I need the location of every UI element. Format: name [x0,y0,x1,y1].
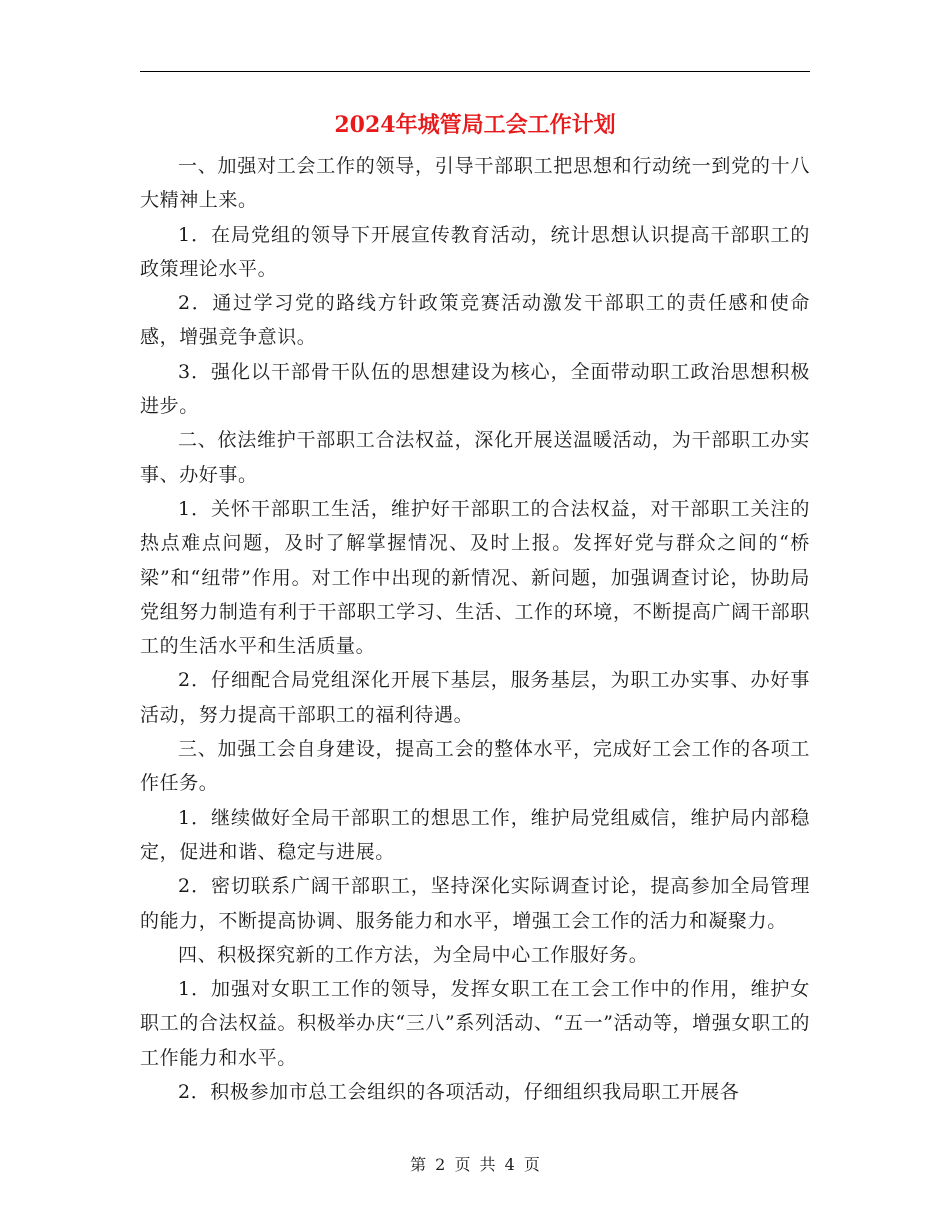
paragraph-7: 2．仔细配合局党组深化开展下基层，服务基层，为职工办实事、办好事活动，努力提高干部职工的福利待遇。 [140,669,810,726]
header-rule [140,71,810,72]
document-title: 2024年城管局工会工作计划 [334,112,616,138]
paragraph-13: 2．积极参加市总工会组织的各项活动，仔细组织我局职工开展各 [178,1081,740,1104]
paragraph-9: 1．继续做好全局干部职工的想思工作，维护局党组威信，维护局内部稳定，促进和谐、稳定与进展。 [140,806,810,863]
page-number-footer: 第 2 页 共 4 页 [410,1155,540,1174]
paragraph-10: 2．密切联系广阔干部职工，坚持深化实际调查讨论，提高参加全局管理的能力，不断提高协调、服务能力和水平，增强工会工作的活力和凝聚力。 [140,875,810,932]
paragraph-3: 2．通过学习党的路线方针政策竞赛活动激发干部职工的责任感和使命感，增强竞争意识。 [140,292,810,349]
paragraph-2: 1．在局党组的领导下开展宣传教育活动，统计思想认识提高干部职工的政策理论水平。 [140,223,810,280]
paragraph-6: 1．关怀干部职工生活，维护好干部职工的合法权益，对干部职工关注的热点难点问题，及时了解掌握情况、及时上报。发挥好党与群众之间的“桥梁”和“纽带”作用。对工作中出现的新情况、新问题，加强调查讨论，协助局党组努力制造有利于干部职工学习、生活、工作的环境，不断提高广阔干部职工的生活水平和生活质量。 [140,497,810,658]
paragraph-1: 一、加强对工会工作的领导，引导干部职工把思想和行动统一到党的十八大精神上来。 [140,155,810,212]
paragraph-8: 三、加强工会自身建设，提高工会的整体水平，完成好工会工作的各项工作任务。 [140,738,810,795]
document-body [140,149,810,1109]
paragraph-11: 四、积极探究新的工作方法，为全局中心工作服好务。 [178,943,649,966]
paragraph-4: 3．强化以干部骨干队伍的思想建设为核心，全面带动职工政治思想积极进步。 [140,360,810,418]
paragraph-12: 1．加强对女职工工作的领导，发挥女职工在工会工作中的作用，维护女职工的合法权益。积极举办庆“三八”系列活动、“五一”活动等，增强女职工的工作能力和水平。 [140,978,810,1069]
paragraph-5: 二、依法维护干部职工合法权益，深化开展送温暖活动，为干部职工办实事、办好事。 [140,429,810,486]
